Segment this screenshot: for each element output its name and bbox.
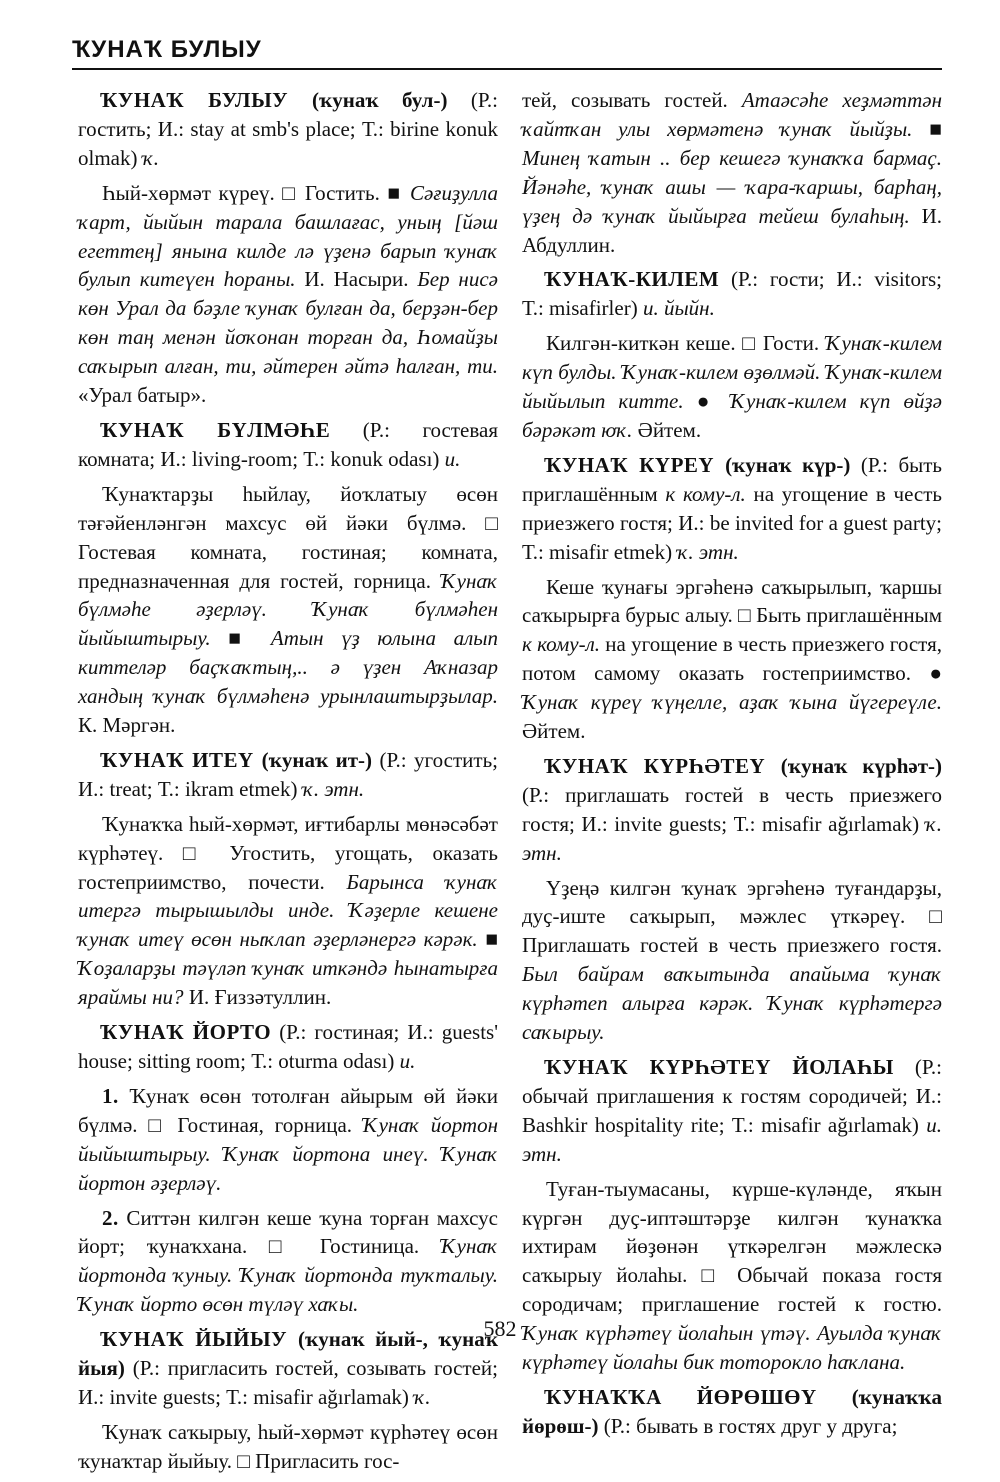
verb-form: (ҡунаҡҡа йөрөш-)	[522, 1384, 942, 1438]
entry-headword-line	[522, 752, 942, 868]
entry-headword-line	[522, 1053, 942, 1169]
text: (Р.: гостевая комната; И.: living-room; Т.: konuk odası)	[78, 417, 498, 471]
italic-text: к кому-л.	[665, 481, 746, 506]
running-head: ҠУНАҠ БУЛЫУ	[72, 36, 262, 63]
italic-text: и.	[444, 446, 461, 471]
italic-text: Ҡунаҡ йортон йыйыштырыу. Ҡунаҡ йортона инеү. Ҡунаҡ йортон әҙерләү.	[78, 1112, 498, 1195]
text: ■	[210, 626, 271, 651]
italic-text: и. йыйн.	[642, 296, 715, 321]
text: (Р.: гостить; И.: stay at smb's place; Т.: birine konuk olmak)	[78, 88, 498, 170]
entry-definition	[78, 1082, 498, 1198]
header-rule	[72, 68, 942, 70]
text: (Р.: обычай приглашения к гостям сородичей; И.: Bashkir hospitality rite; Т.: misafir ağırlamak)	[522, 1055, 942, 1137]
entry-definition	[78, 1204, 498, 1320]
entry-headword-line	[78, 416, 498, 474]
italic-text: Ҡунаҡ-килем күп өйҙә бәрәкәт юҡ.	[522, 389, 942, 442]
text: (Р.: гостиная; И.: guests' house; sitting room; Т.: oturma odası)	[78, 1020, 498, 1073]
text: (Р.: угостить; И.: treat; Т.: ikram etmek)	[78, 747, 498, 801]
italic-text: и. этн.	[522, 1112, 942, 1166]
entry-headword-line	[78, 746, 498, 804]
italic-text: Ҡунаҡ-килем күп булды. Ҡунаҡ-килем өҙөлмәй. Ҡунаҡ-килем йыйылып китте.	[522, 331, 942, 414]
verb-form: (ҡунаҡ йый-, ҡунаҡ йыя)	[78, 1327, 498, 1381]
verb-form: (ҡунаҡ күр-)	[725, 452, 851, 477]
italic-text: ҡ. этн.	[522, 811, 942, 865]
italic-text: Ҡоҙаларҙы тәүләп ҡунаҡ иткәндә һынатырға яраймы ни?	[78, 956, 498, 1010]
entry-headword-line	[78, 86, 498, 173]
italic-text: Ҡунаҡ йортонда ҡуныу. Ҡунаҡ йортонда туҡталыу. Ҡунаҡ йорто өсөн түләү хаҡы.	[78, 1234, 498, 1317]
italic-text: Минең ҡатын .. бер кешегә ҡунаҡҡа бармаҫ. Йәнәһе, ҡунаҡ ашы — ҡара-ҡаршы, барһаң, үҙең дә ҡунаҡ йыйырға тейеш булаһың.	[522, 145, 942, 228]
text: Һый-хөрмәт күреү. □ Гостить. ■	[102, 180, 410, 205]
headword: ҠУНАҠ КҮРҺӘТЕҮ ЙОЛАҺЫ	[544, 1055, 894, 1079]
headword: ҠУНАҠ БУЛЫУ	[100, 88, 313, 112]
text: И. Абдуллин.	[522, 203, 943, 257]
text: (Р.: гости; И.: visitors; Т.: misafirler)	[522, 267, 942, 321]
headword: ҠУНАҠ БҮЛМӘҺЕ	[100, 417, 331, 442]
entry-definition	[78, 179, 498, 410]
text: на угощение в честь приезжего гостя, потом самому оказать гостеприимство. ●	[522, 632, 942, 686]
text: К. Мәргән.	[78, 713, 176, 738]
text: ●	[683, 389, 731, 414]
headword: ҠУНАҠ-КИЛЕМ	[544, 267, 720, 292]
headword: ҠУНАҠҠА ЙӨРӨШӨҮ	[544, 1384, 852, 1409]
entry-definition	[522, 573, 942, 746]
text: Ҡунаҡ саҡырыу, һый-хөрмәт күрһәтеү өсөн ҡунаҡтар йыйыу. □ Пригласить гос-	[78, 1419, 498, 1473]
entry-definition	[522, 1175, 942, 1377]
page-number: 582	[483, 1316, 517, 1341]
italic-text: Сәғиҙулла ҡарт, йыйын тарала башлағас, уның [йәш егеттең] янына килде лә үҙенә барып ҡунаҡ булып китеүен һораны.	[78, 180, 498, 292]
headword: ҠУНАҠ ИТЕҮ	[100, 747, 262, 772]
text: И. Ғиззәтуллин.	[183, 985, 332, 1010]
entry-headword-line	[522, 1383, 942, 1441]
italic-text: Был байрам ваҡытында апайыма ҡунаҡ күрһәтеп алырға кәрәк. Ҡунаҡ күрһәтергә саҡырыу.	[522, 962, 942, 1045]
entry-headword-line	[78, 1018, 498, 1076]
italic-text: Ҡунаҡ бүлмәһе әҙерләү. Ҡунаҡ бүлмәһен йыйыштырыу.	[78, 568, 498, 651]
italic-text: ҡ. этн.	[677, 539, 739, 564]
text: на угощение в честь приезжего гостя; И.: be invited for a guest party; Т.: misafir etmek)	[522, 481, 942, 564]
entry-definition	[522, 86, 942, 259]
headword: 1.	[102, 1083, 119, 1108]
headword: ҠУНАҠ ЙЫЙЫУ	[100, 1327, 299, 1352]
text: «Урал батыр».	[78, 383, 207, 408]
text: (Р.: пригласить гостей, созывать гостей; И.: invite guests; Т.: misafir ağırlamak)	[78, 1356, 498, 1409]
italic-text: ҡ.	[142, 145, 160, 170]
text: Туған-тыумасаны, күрше-күләнде, яҡын күргән дуҫ-иптәштәрҙе килгән ҡунаҡҡа ихтирам йөҙөнән үткәрелгән мәжлескә саҡырыу йолаһы. □ Обычай показа гостя сородичам; приглашение гостей к гостю.	[522, 1176, 942, 1317]
text: (Р.: быть приглашённым	[522, 452, 942, 506]
italic-text: Барынса ҡунаҡ итергә тырышылды инде. Ҡәҙерле кешене ҡунаҡ итеү өсөн ныҡлап әҙерләнергә кәрәк.	[78, 869, 498, 952]
text: ■	[912, 116, 942, 141]
verb-form: (ҡунаҡ бул-)	[312, 88, 448, 112]
italic-text: Ҡунаҡ күреү ҡүңелле, аҙаҡ ҡына йүгереүле.	[522, 690, 942, 715]
entry-headword-line	[522, 265, 942, 323]
italic-text: Атын үҙ юлына алып киттеләр баҫҡаҡтың,.. ә үҙен Аҡназар хандың ҡунаҡ бүлмәһенә урынлаштырҙылар.	[78, 626, 498, 709]
headword: ҠУНАҠ КҮРЕҮ	[544, 452, 726, 477]
headword: ҠУНАҠ КҮРҺӘТЕҮ	[544, 753, 781, 778]
text: (Р.: бывать в гостях друг у друга;	[598, 1413, 898, 1438]
italic-text: ҡ. этн.	[302, 776, 365, 801]
left-column	[78, 86, 498, 1482]
text: Ҡунаҡ өсөн тотолған айырым өй йәки бүлмә. □ Гостиная, горница.	[78, 1083, 498, 1137]
text: Килгән-киткән кеше. □ Гости.	[546, 331, 826, 356]
verb-form: (ҡунаҡ күрһәт-)	[780, 753, 942, 778]
italic-text: и.	[399, 1049, 416, 1073]
italic-text: ҡ.	[414, 1384, 431, 1409]
entry-definition	[78, 1418, 498, 1476]
text: Кеше ҡунағы эргәһенә саҡырылып, ҡаршы саҡырырға бурыс алыу. □ Быть приглашённым	[522, 574, 942, 628]
entry-definition	[522, 329, 942, 445]
text: И. Насыри.	[295, 267, 418, 292]
text: Үҙеңә килгән ҡунаҡ эргәһенә туғандарҙы, дуҫ-иште саҡырып, мәжлес үткәреү. □ Приглашать гостей в честь приезжего гостя.	[522, 875, 942, 958]
right-column	[522, 86, 942, 1447]
italic-text: Бер нисә көн Урал да бәҙле ҡунаҡ булған да, берҙән-бер көн таң менән йоҡонан торған да, Һомайҙы саҡырып алған, ти, әйтерен әйтә һалған, ти.	[78, 267, 498, 379]
text: Ситтән килгән кеше ҡуна торған махсус йорт; ҡунаҡхана. □ Гостиница.	[78, 1205, 498, 1259]
headword: 2.	[102, 1205, 119, 1230]
italic-text: к кому-л.	[522, 632, 600, 657]
verb-form: (ҡунаҡ ит-)	[261, 747, 373, 772]
text: ■	[477, 927, 498, 952]
italic-text: Ҡунаҡ күрһәтеү йолаһын үтәү. Ауылда ҡунаҡ күрһәтеү йолаһы бик тоторокло һаҡлана.	[522, 1321, 942, 1375]
text: Әйтем.	[522, 719, 586, 744]
text: Әйтем.	[632, 417, 702, 442]
headword: ҠУНАҠ ЙОРТО	[100, 1020, 272, 1045]
text: тей, созывать гостей.	[522, 88, 742, 112]
entry-definition	[78, 810, 498, 1012]
entry-headword-line	[522, 451, 942, 567]
entry-definition	[522, 874, 942, 1047]
text: (Р.: приглашать гостей в честь приезжего гостя; И.: invite guests; Т.: misafir ağırlamak)	[522, 782, 942, 836]
text: Ҡунаҡҡа һый-хөрмәт, иғтибарлы мөнәсәбәт күрһәтеү. □ Угостить, угощать, оказать гостеприимство, почести.	[78, 811, 498, 894]
italic-text: Атаәсәһе хеҙмәттән ҡайтҡан улы хөрмәтенә ҡунаҡ йыйҙы.	[522, 88, 942, 141]
entry-definition	[78, 480, 498, 740]
text: Ҡунаҡтарҙы һыйлау, йоҡлатыу өсөн тәғәйенләнгән махсус өй йәки бүлмә. □ Гостевая комната, гостиная; комната, предназначенная для гостей, горница.	[78, 481, 498, 593]
